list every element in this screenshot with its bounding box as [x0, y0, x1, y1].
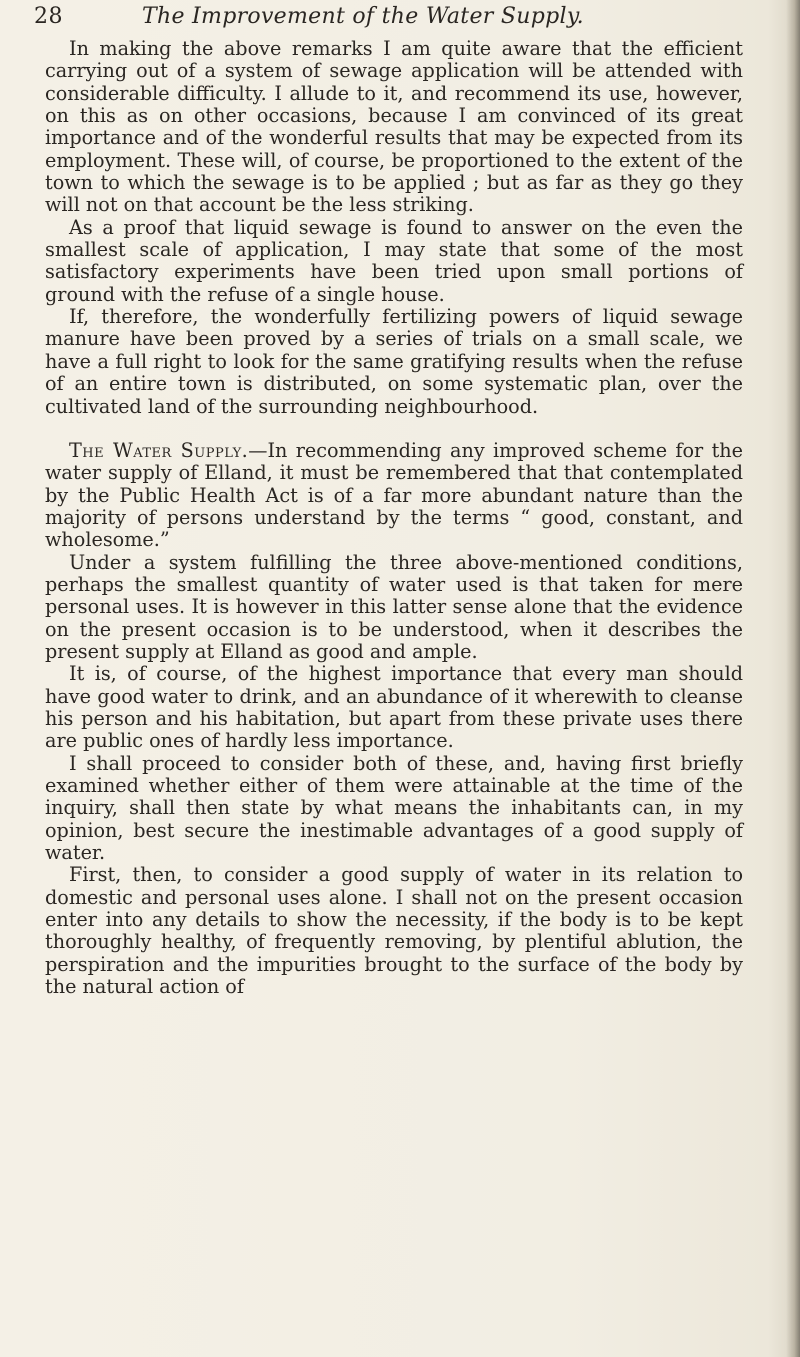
page-edge-shadow	[786, 0, 800, 1357]
page-number: 28	[34, 4, 63, 29]
paragraph-domestic-uses	[45, 864, 743, 998]
paragraph-highest-importance	[45, 663, 743, 752]
paragraph-three-conditions	[45, 552, 743, 664]
running-title: The Improvement of the Water Supply.	[142, 4, 584, 29]
paragraph-water-supply	[45, 440, 743, 552]
paragraph-text: In making the above remarks I am quite aware that the efficient carrying out of a system of sewage application will be attended with considerable difficulty. I allude to it, and recommend its use, however, on this as on other occasions, because I am convinced of its great importance and of the wonderful results that may be expected from its employment. These will, of course, be proportioned to the extent of the town to which the sewage is to be applied ; but as far as they go they will not on that account be the less striking.	[45, 37, 743, 217]
paragraph-text: It is, of course, of the highest importance that every man should have good water to drink, and an abundance of it wherewith to cleanse his person and his habitation, but apart from these private uses there are public ones of hardly less importance.	[45, 662, 743, 753]
paragraph-proceed-to-consider	[45, 753, 743, 865]
paragraph-text: Under a system fulfilling the three above-mentioned conditions, perhaps the smallest quantity of water used is that taken for mere personal uses. It is however in this latter sense alone that the evidence on the present occasion is to be understood, when it describes the present supply at Elland as good and ample.	[45, 550, 743, 663]
section-heading: The Water Supply.	[69, 438, 249, 462]
paragraph-text: I shall proceed to consider both of these, and, having first briefly examined whether either of them were attainable at the time of the inquiry, shall then state by what means the inhabitants can, in my opinion, best secure the inestimable advantages of a good supply of water.	[45, 751, 743, 865]
paragraph-text: First, then, to consider a good supply of water in its relation to domestic and personal uses alone. I shall not on the present occasion enter into any details to show the necessity, if the body is to be kept thoroughly healthy, of frequently removing, by plentiful ablution, the perspiration and the impurities brought to the surface of the body by the natural action of	[45, 863, 743, 999]
paragraph-text: —In recommending any improved scheme for the water supply of Elland, it must be remembered that that contemplated by the Public Health Act is of a far more abundant nature than the majority of persons understand by the terms “ good, constant, and wholesome.”	[45, 438, 743, 552]
running-head	[34, 4, 754, 36]
paragraph-proof-liquid-sewage	[45, 217, 743, 306]
paragraph-text: As a proof that liquid sewage is found to answer on the even the smallest scale of application, I may state that some of the most satisfactory experiments have been tried upon small portions of ground with the refuse of a single house.	[45, 215, 743, 306]
paragraph-fertilizing-powers	[45, 306, 743, 418]
paragraph-text: If, therefore, the wonderfully fertilizing powers of liquid sewage manure have been proved by a series of trials on a small scale, we have a full right to look for the same gratifying results when the refuse of an entire town is distributed, on some systematic plan, over the cultivated land of the surrounding neighbourhood.	[45, 305, 743, 418]
body-text	[45, 38, 743, 998]
paragraph-sewage-difficulty	[45, 38, 743, 217]
